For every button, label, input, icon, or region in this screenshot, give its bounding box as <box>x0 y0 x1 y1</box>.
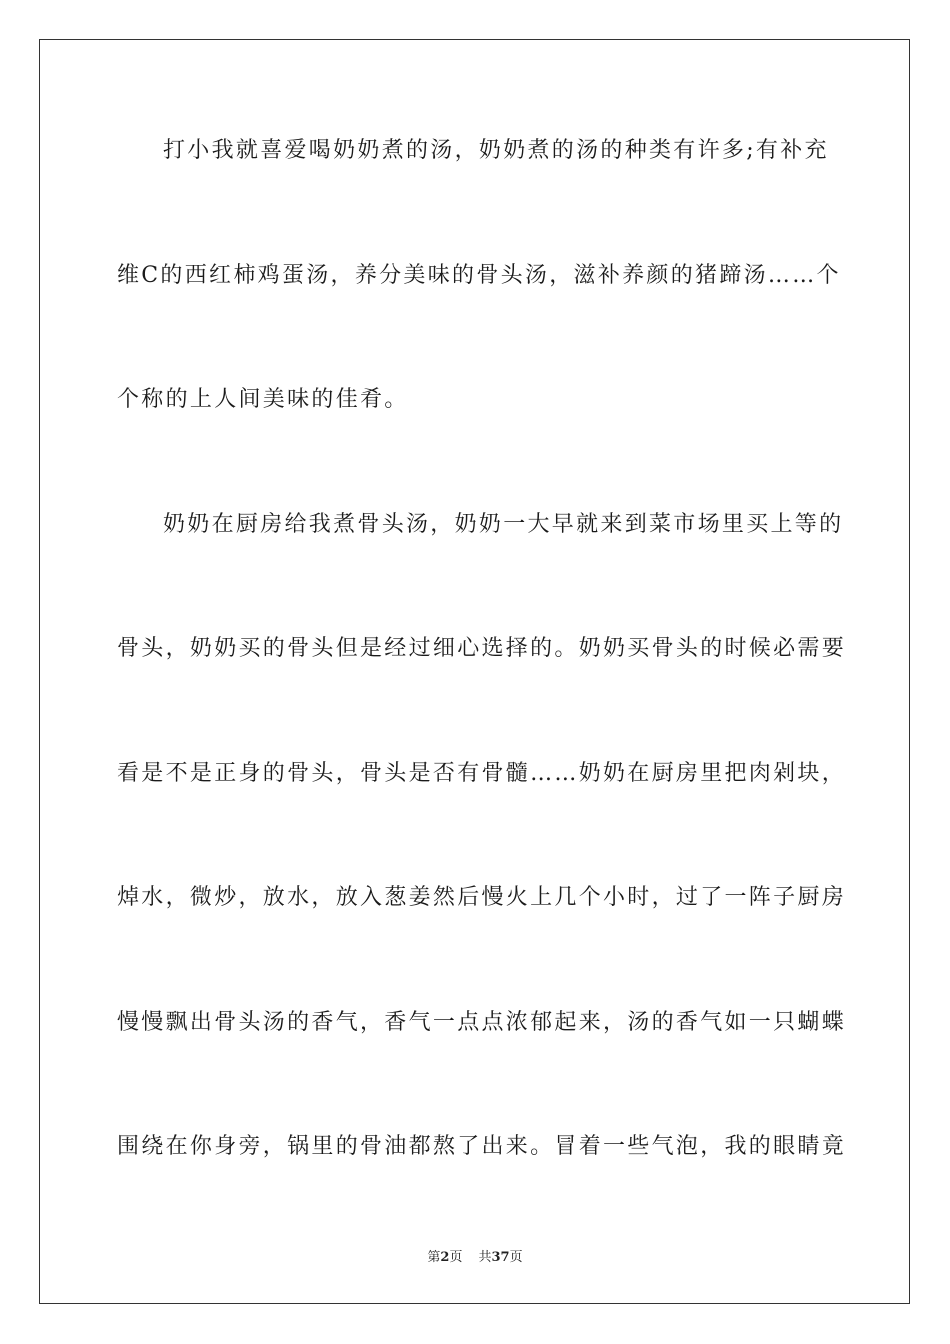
page-suffix: 页 <box>449 1250 463 1265</box>
page-border <box>39 39 910 1304</box>
paragraph-2-line-2: 骨头，奶奶买的骨头但是经过细心选择的。奶奶买骨头的时候必需要 <box>117 636 847 661</box>
paragraph-2-line-1: 奶奶在厨房给我煮骨头汤，奶奶一大早就来到菜市场里买上等的 <box>163 512 844 537</box>
paragraph-2-line-6: 围绕在你身旁，锅里的骨油都熬了出来。冒着一些气泡，我的眼睛竟 <box>117 1134 847 1159</box>
paragraph-1-line-1: 打小我就喜爱喝奶奶煮的汤，奶奶煮的汤的种类有许多;有补充 <box>163 138 829 163</box>
paragraph-1-line-2: 维C的西红柿鸡蛋汤，养分美味的骨头汤，滋补养颜的猪蹄汤……个 <box>117 263 841 288</box>
total-prefix: 共 <box>478 1250 492 1265</box>
total-pages: 37 <box>491 1250 510 1265</box>
paragraph-2-line-3: 看是不是正身的骨头，骨头是否有骨髓……奶奶在厨房里把肉剁块， <box>117 761 847 786</box>
page-footer <box>0 1246 950 1265</box>
page-number: 2 <box>440 1250 450 1265</box>
paragraph-1-line-3: 个称的上人间美味的佳肴。 <box>117 387 409 412</box>
paragraph-2-line-5: 慢慢飘出骨头汤的香气，香气一点点浓郁起来，汤的香气如一只蝴蝶 <box>117 1010 847 1035</box>
paragraph-2-line-4: 焯水，微炒，放水，放入葱姜然后慢火上几个小时，过了一阵子厨房 <box>117 885 847 910</box>
total-suffix: 页 <box>509 1250 523 1265</box>
page-prefix: 第 <box>427 1250 441 1265</box>
